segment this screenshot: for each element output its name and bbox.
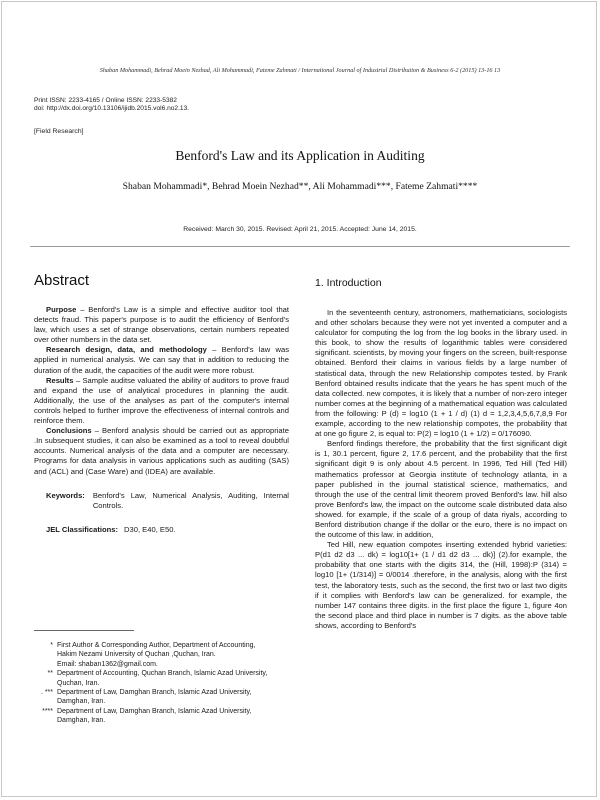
footnote-line: Quchan, Iran. xyxy=(57,679,100,687)
footnote-mark: **** xyxy=(42,707,53,715)
footnote-line: Department of Accounting, Quchan Branch, Islamic Azad University, xyxy=(57,670,268,678)
footnote-line: First Author & Corresponding Author, Department of Accounting, xyxy=(57,642,256,649)
abstract-purpose xyxy=(34,305,289,345)
results-text: – Sample auditse valuated the ability of auditors to prove fraud and expand the use of analytical procedures in planning the audit. Additionally, the use of the analyses as part of the computer's internal controls helped to further improve the effectiveness of internal controls and reinforce them. xyxy=(34,375,289,426)
footnote-mark: * xyxy=(50,642,53,649)
intro-paragraph: Benford findings therefore, the probability that the first significant digit is 1, 30.1 percent, figure 2, 17.6 percent, and the probability that the first significant digit 9 is only about 4.5 percent. In 1996, Ted Hill (Ted Hill) mathematics professor at Georgia institute of technology atlanta, in a paper published in the journal statistical science, mathematics, and through the use of the central limit theorem proved Benford's law. hill also prove Benford's law, the impact on the outcome scale distributed data also showed. for example, if the scale of a group of data riyals, according to Benford distribution change if the dollar or the euro, there is no impact on the outcome of this law. in addition, xyxy=(315,439,567,540)
abstract-heading: Abstract xyxy=(34,272,90,289)
purpose-text: – Benford's Law is a simple and effective auditor tool that detects fraud. This paper's purpose is to audit the efficiency of Benford's law, which uses a set of strange observations, certain numbers repeated over other numbers in the data set. xyxy=(34,305,289,345)
keywords xyxy=(46,491,289,511)
paper-title: Benford's Law and its Application in Auditing xyxy=(175,148,425,163)
abstract-column xyxy=(34,272,289,534)
doi-line: doi: http://dx.doi.org/10.13106/ijidb.2015.vol6.no2.13. xyxy=(34,105,190,112)
abstract-conclusions xyxy=(34,426,289,476)
design-label: Research design, data, and methodology xyxy=(46,345,207,355)
footnote xyxy=(34,669,294,688)
intro-paragraph: In the seventeenth century, astronomers, mathematicians, sociologists and other scholars because they were not yet invented a computer and a calculator for computing the log from the log books in the library used. in this book, to show the results of logarithmic tables were considered significant. scientists, by moving your fingers on the screen, built-response obtained. Benford their claims in various fields by a large number of statistical data, through the new Relationship compotes tested. by Frank Benford obtained results indicate that the years he has spent much of the data collected. new compotes, it is likely that a number of non-zero integer number comes at the beginning of a mathematical equation was calculated from the following: P (d) = log10 (1 + 1 / d) (1) d = 1,2,3,4,5,6,7,8,9 For example, according to the new relationship compotes, the probability that at one go figure 2, is equal to: P(2) = log10 (1 + 1/2) = 0/176090. xyxy=(315,308,567,439)
footnote xyxy=(34,707,294,726)
issn-line: Print ISSN: 2233-4165 / Online ISSN: 2233-5382 xyxy=(34,97,177,104)
footnote xyxy=(34,641,294,669)
received-dates: Received: March 30, 2015. Revised: April 21, 2015. Accepted: June 14, 2015. xyxy=(183,226,417,233)
jel-text: D30, E40, E50. xyxy=(124,524,176,534)
footnote-mark: . *** xyxy=(40,689,53,697)
author-list: Shaban Mohammadi*, Behrad Moein Nezhad**, Ali Mohammadi***, Fateme Zahmati**** xyxy=(122,181,478,192)
keywords-label: Keywords: xyxy=(46,490,85,500)
section-type: [Field Research] xyxy=(34,128,84,135)
design-text: – Benford's law was applied in numerical analysis. We can say that in addition to reducing the duration of the audit, the capacities of the audit were more robust. xyxy=(34,345,290,375)
issn-block xyxy=(34,97,189,113)
abstract-design xyxy=(34,345,289,375)
conclusions-text: – Benford analysis should be carried out as appropriate .In subsequent studies, it can also be examined as a tool to reveal doubtful accounts. Numerical analysis of the data and a computer are necessary. Programs for data analysis in various applications such as auditing (SAS) and (ACL) and (Case Ware) and (IDEA) are available. xyxy=(34,426,289,476)
footnotes xyxy=(34,641,294,726)
results-label: Results xyxy=(46,375,74,385)
footnote-email: Email: shaban1362@gmail.com. xyxy=(57,660,158,668)
abstract-results xyxy=(34,376,289,426)
footnote-line: Damghan, Iran. xyxy=(57,717,106,725)
footnote-line: Department of Law, Damghan Branch, Islamic Azad University, xyxy=(57,707,252,715)
header-divider xyxy=(30,246,570,247)
introduction-heading: 1. Introduction xyxy=(315,277,382,289)
purpose-label: Purpose xyxy=(46,305,77,314)
intro-paragraph: Ted Hill, new equation compotes inserting extended hybrid varieties: P(d1 d2 d3 ... dk) = log10[1+ (1 / d1 d2 d3 ... dk)] (2).for example, the probability that one starts with the digits 314, the (Hill, 1998):P (314) = log10 [1+ (1/314)] = 0/0014 .therefore, in the analysis, along with the first test, the laboratory tests, such as the second, the first two or last two digits if it complies with Benford's law can be generalized. for example, the number 147 contains three digits. in the first place the figure 1, figure 4on the second place and third place in number is 7 digits. as the above table shows, according to Benford's xyxy=(315,540,567,630)
jel-label: JEL Classifications: xyxy=(46,524,119,534)
footnote-line: Department of Law, Damghan Branch, Islamic Azad University, xyxy=(57,689,252,697)
conclusions-label: Conclusions xyxy=(46,426,92,436)
footnote xyxy=(34,688,294,707)
keywords-text: Benford's Law, Numerical Analysis, Auditing, Internal Controls. xyxy=(92,490,289,510)
footnote-line: Hakim Nezami University of Quchan ,Quchan, Iran. xyxy=(57,651,216,659)
footnote-mark: ** xyxy=(47,670,53,678)
footnote-divider xyxy=(34,630,134,631)
footnote-line: Damghan, Iran. xyxy=(57,698,106,706)
jel-classifications xyxy=(46,525,289,534)
running-head: Shaban Mohammadi, Behrad Moein Nezhad, Ali Mohammadi, Fateme Zahmati / International Journal of Industrial Distribution & Business 6-2 (2015) 13-16 13 xyxy=(99,67,501,74)
introduction-column xyxy=(315,272,567,631)
